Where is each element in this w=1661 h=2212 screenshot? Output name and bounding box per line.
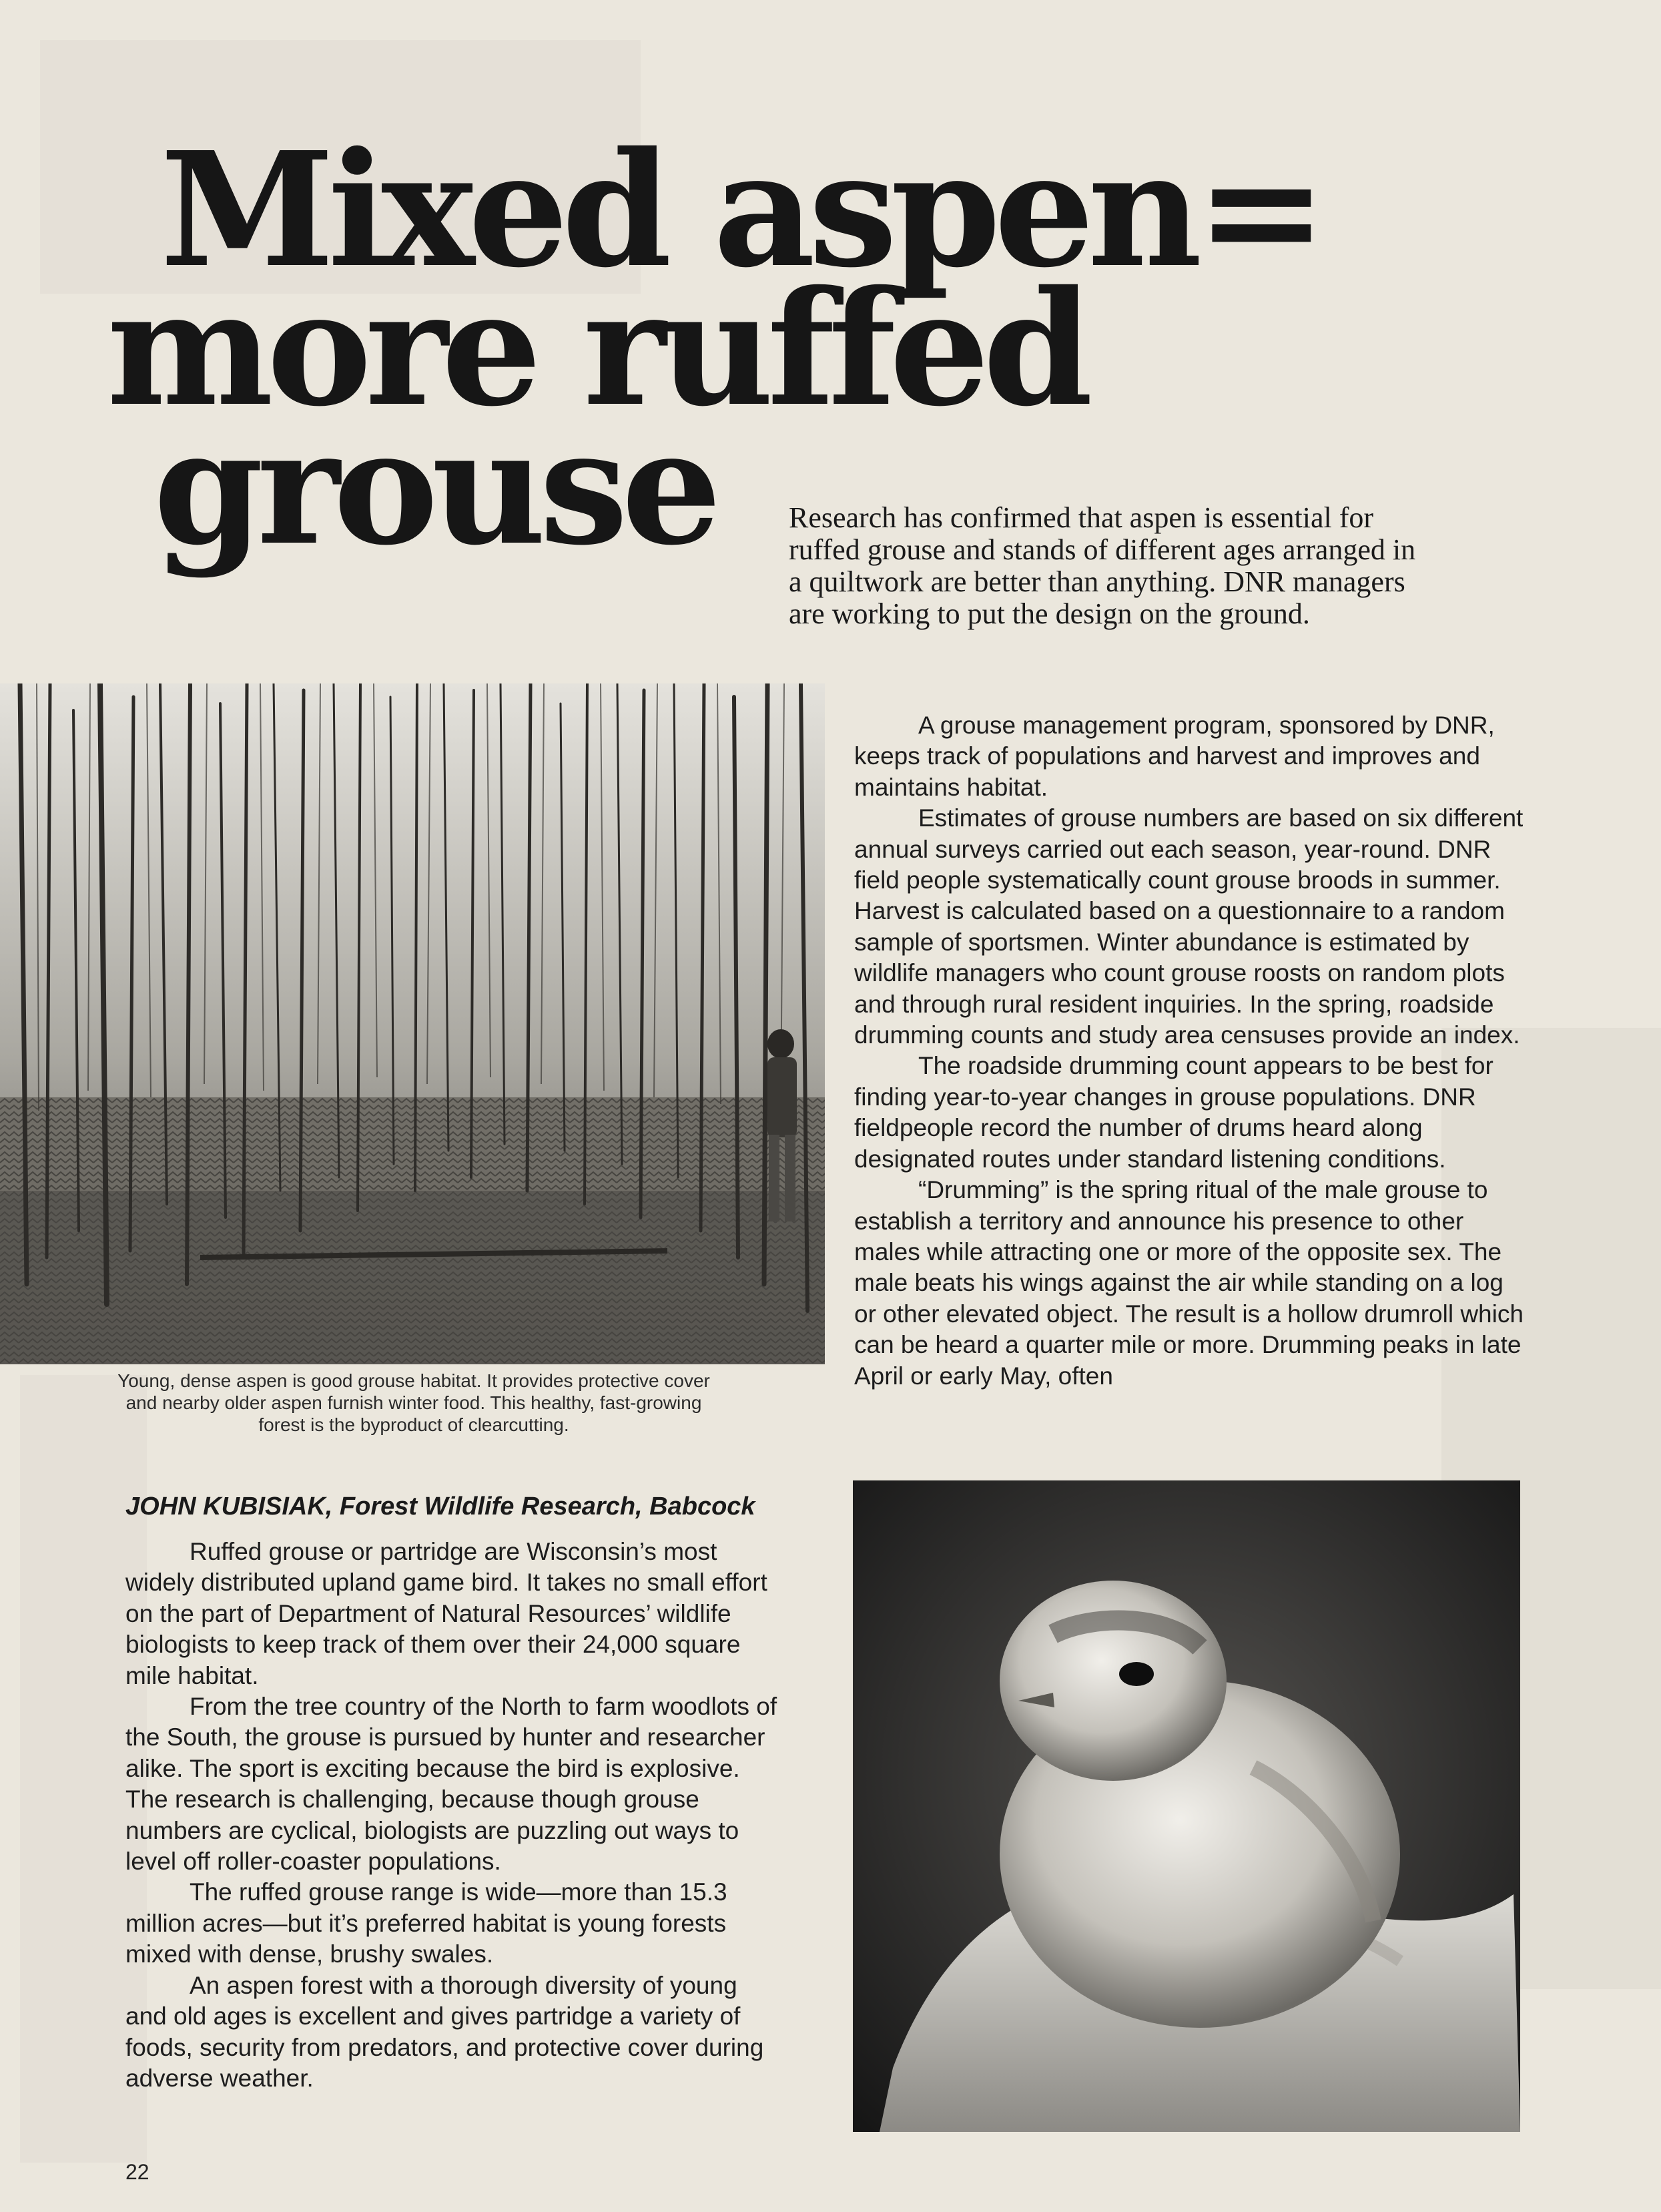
grouse-chick-image [853,1480,1520,2132]
paragraph: From the tree country of the North to farm woodlots of the South, the grouse is pursued by hunter and researcher alike. The sport is exciting because the bird is explosive. The research is challenging, because though grouse numbers are cyclical, biologists are puzzling out ways to level off roller-coaster populations. [125,1693,777,1876]
paragraph: The ruffed grouse range is wide—more than 15.3 million acres—but it’s preferred habitat is young forests mixed with dense, brushy swales. [125,1878,727,1968]
deck-summary: Research has confirmed that aspen is essential for ruffed grouse and stands of different ages arranged in a quiltwork are better than anything. DNR managers are working to put the design on the ground. [789,501,1416,630]
paragraph: The roadside drumming count appears to be best for finding year-to-year changes in grouse populations. DNR fieldpeople record the number of drums heard along designated routes under standard listening conditions. [854,1052,1493,1173]
page-number: 22 [125,2160,149,2184]
paragraph: “Drumming” is the spring ritual of the male grouse to establish a territory and announce his presence to other males while attracting one or more of the opposite sex. The male beats his wings against the air while standing on a log or other elevated object. The result is a hollow drumroll which can be heard a quarter mile or more. Drumming peaks in late April or early May, often [854,1176,1524,1390]
byline: JOHN KUBISIAK, Forest Wildlife Research, Babcock [125,1492,755,1520]
paragraph: Estimates of grouse numbers are based on six different annual surveys carried out each season, year-round. DNR field people systematically count grouse broods in summer. Harvest is calculated based on a questionnaire to a random sample of sportsmen. Winter abundance is estimated by wildlife managers who count grouse roosts on random plots and through rural resident inquiries. In the spring, roadside drumming counts and study area censuses provide an index. [854,804,1524,1049]
headline-line-3: grouse [153,394,715,580]
chick-photo [853,1480,1520,2132]
forest-photo [0,683,825,1364]
body-left-column [125,1537,779,2094]
paragraph: A grouse management program, sponsored by DNR, keeps track of populations and harvest and improves and maintains habitat. [854,712,1495,801]
paragraph: Ruffed grouse or partridge are Wisconsin’s most widely distributed upland game bird. It takes no small effort on the part of Department of Natural Resources’ wildlife biologists to keep track of them over their 24,000 square mile habitat. [125,1538,767,1689]
headline-line-2: more ruffed [107,256,1086,441]
headline-line-1: Mixed aspen= [160,117,1321,302]
aspen-forest-image [0,683,825,1364]
photo-caption: Young, dense aspen is good grouse habitat. It provides protective cover and nearby older aspen furnish winter food. This healthy, fast-growing forest is the byproduct of clearcutting. [117,1370,710,1435]
body-right-column [854,710,1528,1392]
paragraph: An aspen forest with a thorough diversity of young and old ages is excellent and gives partridge a variety of foods, security from predators, and protective cover during adverse weather. [125,1971,764,2092]
